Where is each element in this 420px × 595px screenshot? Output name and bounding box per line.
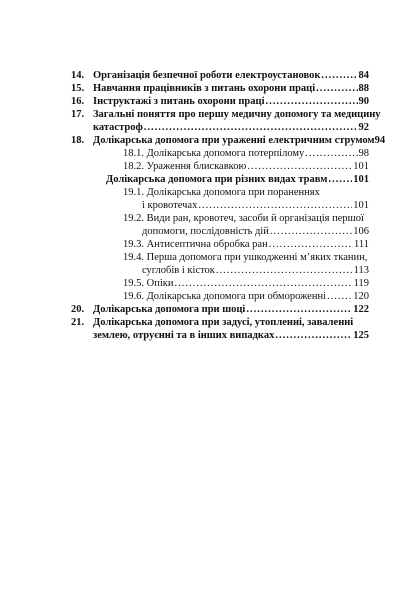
toc-entry-19-4 [142,264,369,277]
toc-entry-19-3 [123,238,369,251]
toc-page-number: 101 [353,161,369,172]
toc-entry-20 [93,303,369,316]
toc-title-line1: Долікарська допомога при задусі, утопленні, заваленні [93,317,354,328]
toc-leader-dots [198,199,352,212]
toc-entry-21 [93,329,369,342]
toc-leader-dots [247,160,352,173]
toc-number: 17. [71,109,85,120]
toc-title-line1: 19.2. Види ран, кровотеч, засоби й організація першої [123,213,364,224]
toc-title: 18.2. Ураження блискавкою [123,161,247,172]
toc-title-line2: суглобів і кісток [142,265,215,276]
toc-entry-16 [93,95,369,108]
toc-title: 19.5. Опіки [123,278,174,289]
toc-leader-dots [269,238,353,251]
toc-title-line2: катастроф [93,122,143,133]
toc-entry-18-2 [123,160,369,173]
toc-entry-19-1 [142,199,369,212]
toc-title: Долікарська допомога при ураженні електричним струмом [93,135,375,146]
toc-page-number: 101 [353,200,369,211]
toc-leader-dots [144,121,358,134]
toc-page-number: 101 [353,174,369,185]
toc-page-number: 111 [354,239,369,250]
toc-number: 14. [71,70,85,81]
toc-page-number: 125 [353,330,369,341]
toc-entry-injuries [106,173,369,186]
toc-leader-dots [321,69,357,82]
toc-title-line2: допомоги, послідовність дій [142,226,269,237]
toc-number: 18. [71,135,85,146]
toc-leader-dots [275,329,352,342]
toc-leader-dots [328,173,352,186]
toc-page-number: 119 [353,278,369,289]
toc-entry-18 [93,134,386,147]
toc-page-number: 88 [358,83,369,94]
toc-title-line1: 19.1. Долікарська допомога при пораненнях [123,187,320,198]
toc-title: Долікарська допомога при шоці [93,304,246,315]
toc-page-number: 98 [358,148,369,159]
toc-leader-dots [216,264,353,277]
toc-entry-18-1 [123,147,369,160]
toc-page-number: 113 [353,265,369,276]
toc-entry-15 [93,82,369,95]
toc-leader-dots [305,147,357,160]
toc-page-number: 106 [353,226,369,237]
toc-title: 18.1. Долікарська допомога потерпілому [123,148,305,159]
toc-number: 20. [71,304,85,315]
toc-title: 19.3. Антисептична обробка ран [123,239,268,250]
toc-number: 15. [71,83,85,94]
toc-title: Навчання працівників з питань охорони праці [93,83,316,94]
toc-entry-19-6 [123,290,369,303]
toc-leader-dots [246,303,352,316]
toc-entry-14 [93,69,369,82]
toc-page-number: 120 [353,291,369,302]
toc-title-line2: землею, отруєнні та в інших випадках [93,330,275,341]
toc-title: 19.6. Долікарська допомога при обмороженні [123,291,327,302]
toc-page-number: 92 [358,122,369,133]
toc-entry-19-2 [142,225,369,238]
toc-title: Інструктажі з питань охорони праці [93,96,265,107]
toc-leader-dots [266,95,358,108]
toc-leader-dots [174,277,352,290]
toc-leader-dots [327,290,352,303]
toc-number: 16. [71,96,85,107]
toc-page-number: 94 [374,135,386,146]
toc-leader-dots [316,82,357,95]
toc-title: Організація безпечної роботи електроустановок [93,70,321,81]
toc-title-line2: і кровотечах [142,200,198,211]
toc-title-line1: 19.4. Перша допомога при ушкодженні м’яких тканин, [123,252,368,263]
toc-leader-dots [270,225,352,238]
toc-page-number: 90 [358,96,369,107]
toc-title-line1: Загальні поняття про першу медичну допомогу та медицину [93,109,381,120]
toc-number: 21. [71,317,85,328]
toc-title: Долікарська допомога при різних видах травм [106,174,328,185]
toc-page-number: 84 [358,70,369,81]
toc-entry-19-5 [123,277,369,290]
toc-page-number: 122 [353,304,369,315]
toc-entry-17 [93,121,369,134]
